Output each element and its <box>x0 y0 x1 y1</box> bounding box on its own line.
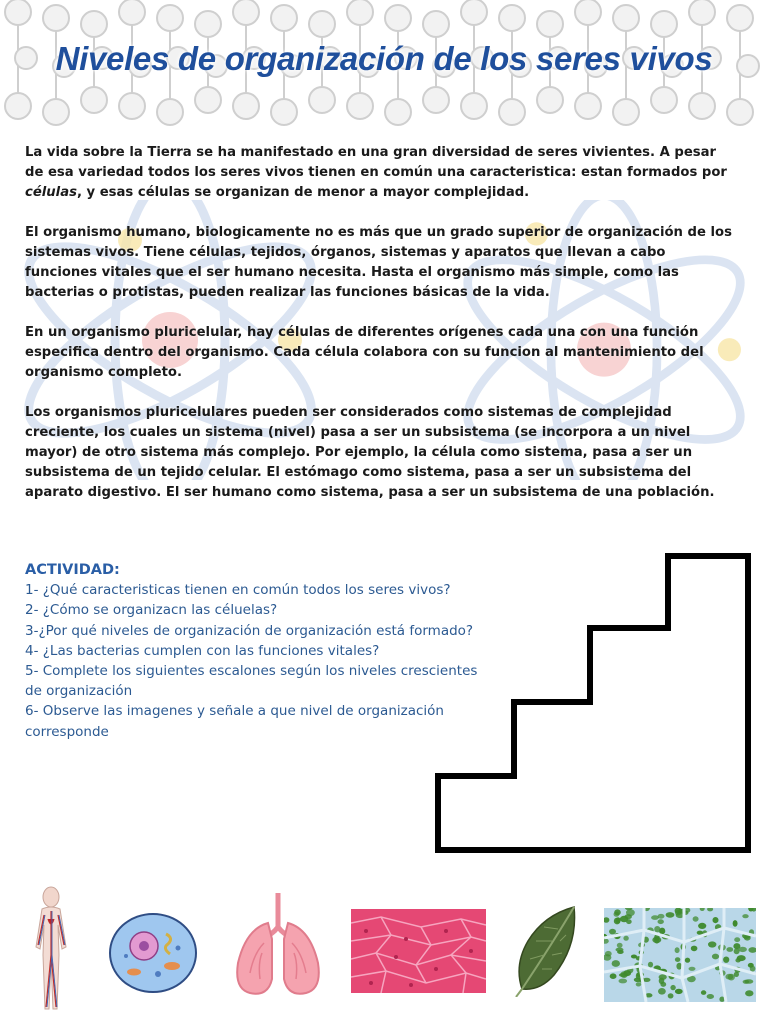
activity-item-1: 1- ¿Qué caracteristicas tienen en común todos los seres vivos? <box>25 582 451 599</box>
activity-item-2: 2- ¿Cómo se organizacn las céluelas? <box>25 602 278 619</box>
activity-section <box>25 560 485 742</box>
activity-title: ACTIVIDAD: <box>25 562 120 578</box>
staircase-diagram <box>430 548 760 858</box>
lungs-icon <box>232 893 324 997</box>
human-body-circulatory-icon <box>22 885 80 1013</box>
plant-cells-icon <box>604 908 756 1002</box>
paragraph-3: En un organismo pluricelular, hay células de diferentes orígenes cada una con una función especifica dentro del organismo. Cada célula colabora con su funcion al mantenimiento del organismo completo. <box>25 325 704 380</box>
activity-item-5: 5- Complete los siguientes escalones según los niveles crescientes de organización <box>25 663 478 700</box>
paragraph-1-emphasis: células <box>25 185 77 200</box>
cell-icon <box>108 912 198 994</box>
paragraph-2: El organismo humano, biologicamente no es más que un grado superior de organización de los sistemas vivos. Tiene células, tejidos, órganos, sistemas y aparatos que llevan a cabo funciones vitales que el ser humano necesita. Hasta el organismo más simple, como las bacterias o protistas, pueden realizar las funciones básicas de la vida. <box>25 225 732 300</box>
muscle-tissue-icon <box>351 909 486 993</box>
page-title: Niveles de organización de los seres vivos <box>55 40 713 77</box>
paragraph-4: Los organismos pluricelulares pueden ser considerados como sistemas de complejidad creciente, los cuales un sistema (nivel) pasa a ser un subsistema (se incorpora a un nivel mayor) de otro sistema más complejo. Por ejemplo, la célula como sistema, pasa a ser un subsistema de un tejido celular. El estómago como sistema, pasa a ser un subsistema del aparato digestivo. El ser humano como sistema, pasa a ser un subsistema de una población. <box>25 405 715 500</box>
activity-item-6: 6- Observe las imagenes y señale a que nivel de organización corresponde <box>25 703 444 740</box>
activity-item-3: 3-¿Por qué niveles de organización de organización está formado? <box>25 622 474 639</box>
paragraph-1: La vida sobre la Tierra se ha manifestado en una gran diversidad de seres vivientes. A pesar de esa variedad todos los seres vivos tienen en común una caracteristica: estan formados por células, y esas células se organizan de menor a mayor complejidad. <box>25 145 727 200</box>
leaf-icon <box>514 905 578 997</box>
activity-item-4: 4- ¿Las bacterias cumplen con las funciones vitales? <box>25 642 380 659</box>
